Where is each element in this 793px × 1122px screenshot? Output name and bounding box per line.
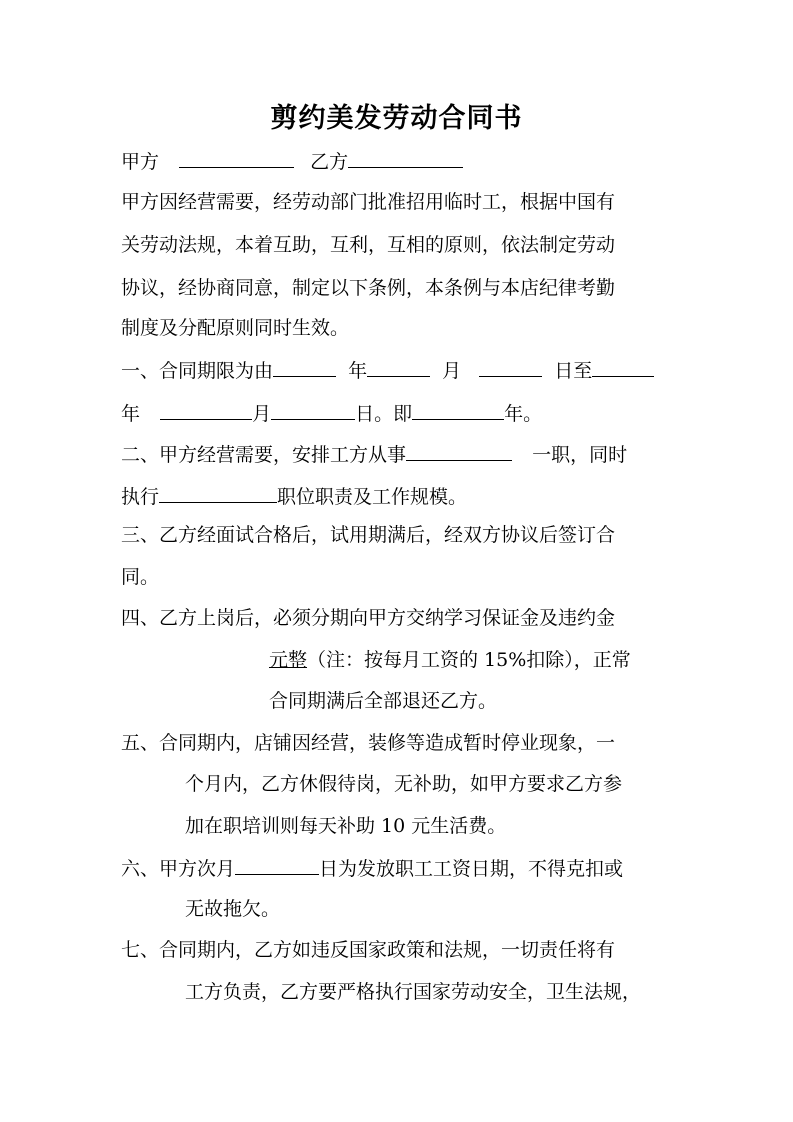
clause-2-suffix: 一职，同时 xyxy=(532,444,628,466)
year-label: 年 xyxy=(348,360,368,382)
clause-7-line: 七、合同期内，乙方如违反国家政策和法规，一切责任将有 xyxy=(121,939,616,961)
end-year-blank[interactable] xyxy=(592,357,654,377)
clause-2-line-2 xyxy=(121,483,681,509)
clause-2-line-2-prefix: 执行 xyxy=(121,486,160,508)
document-title: 剪约美发劳动合同书 xyxy=(270,103,523,134)
end-day-blank[interactable] xyxy=(271,400,355,420)
intro-line: 甲方因经营需要，经劳动部门批准招用临时工，根据中国有 xyxy=(121,191,616,213)
clause-6-line-1 xyxy=(121,855,681,881)
years-label: 年。 xyxy=(504,403,543,425)
clause-7-line: 工方负责，乙方要严格执行国家劳动安全，卫生法规， xyxy=(185,981,642,1003)
start-year-blank[interactable] xyxy=(273,357,336,377)
clause-4-line-1: 四、乙方上岗后，必须分期向甲方交纳学习保证金及违约金 xyxy=(121,607,616,629)
month-label: 月 xyxy=(252,403,272,425)
end-month-blank[interactable] xyxy=(160,400,252,420)
clause-2-prefix: 二、甲方经营需要，安排工方从事 xyxy=(121,444,407,466)
party-b-label: 乙方 xyxy=(310,151,349,173)
clause-3-line: 三、乙方经面试合格后，试用期满后，经双方协议后签订合 xyxy=(121,524,616,546)
party-a-label: 甲方 xyxy=(121,151,160,173)
clause-1-prefix: 一、合同期限为由 xyxy=(121,360,274,382)
clause-4-note: （注：按每月工资的 15%扣除），正常 xyxy=(307,649,631,671)
day-to-label: 日至 xyxy=(554,360,593,382)
party-b-blank[interactable] xyxy=(348,148,463,168)
start-day-blank[interactable] xyxy=(479,357,542,377)
party-a-blank[interactable] xyxy=(179,148,294,168)
clause-4-line-2 xyxy=(269,648,679,672)
duration-years-blank[interactable] xyxy=(412,400,504,420)
clause-6-prefix: 六、甲方次月 xyxy=(121,858,236,880)
intro-line: 关劳动法规，本着互助，互利，互相的原则，依法制定劳动 xyxy=(121,234,616,256)
position-blank[interactable] xyxy=(406,441,512,461)
intro-line: 制度及分配原则同时生效。 xyxy=(121,317,350,339)
month-label: 月 xyxy=(442,360,462,382)
parties-line xyxy=(121,148,681,174)
duty-blank[interactable] xyxy=(159,483,277,503)
start-month-blank[interactable] xyxy=(367,357,430,377)
clause-1-line-1 xyxy=(121,357,681,383)
day-label: 日。即 xyxy=(355,403,413,425)
clause-3-line: 同。 xyxy=(121,566,160,588)
clause-4-line-3: 合同期满后全部退还乙方。 xyxy=(269,690,498,712)
clause-2-line-2-suffix: 职位职责及工作规模。 xyxy=(277,486,468,508)
clause-5-line: 五、合同期内，店铺因经营，装修等造成暂时停业现象，一 xyxy=(121,732,616,754)
clause-6-suffix: 日为发放职工工资日期，不得克扣或 xyxy=(319,858,624,880)
clause-6-line-2: 无故拖欠。 xyxy=(185,898,281,920)
clause-1-line-2 xyxy=(121,400,681,426)
payday-blank[interactable] xyxy=(235,855,319,875)
amount-underlined: 元整 xyxy=(269,649,308,671)
intro-line: 协议，经协商同意，制定以下条例，本条例与本店纪律考勤 xyxy=(121,277,616,299)
year-label: 年 xyxy=(121,403,141,425)
clause-2-line-1 xyxy=(121,441,681,467)
clause-5-line: 加在职培训则每天补助 10 元生活费。 xyxy=(185,815,507,837)
clause-5-line: 个月内，乙方休假待岗，无补助，如甲方要求乙方参 xyxy=(185,773,623,795)
